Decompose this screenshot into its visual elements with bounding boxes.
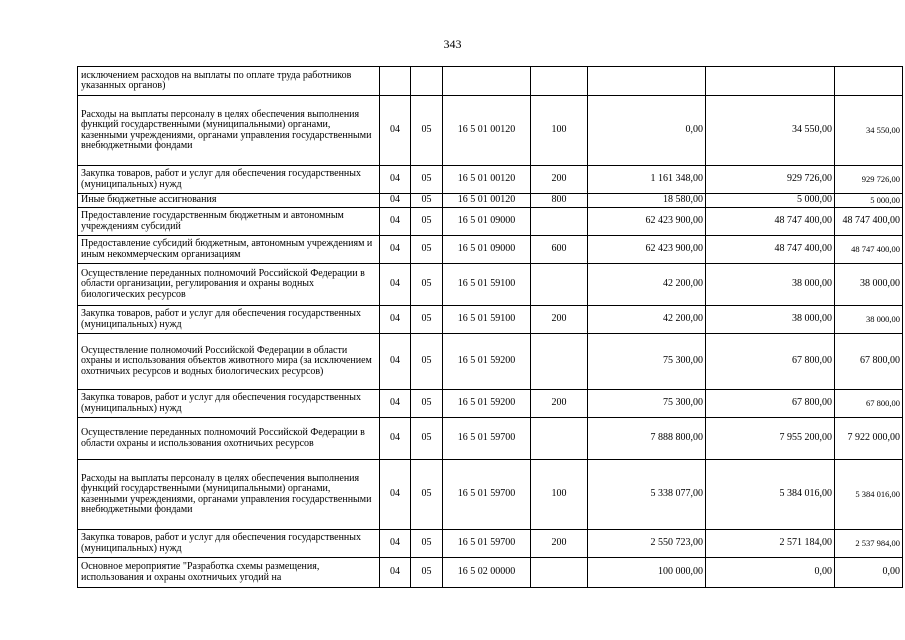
pr-code bbox=[411, 67, 443, 96]
rz-code: 04 bbox=[380, 264, 411, 306]
table-row bbox=[78, 460, 903, 530]
rz-code: 04 bbox=[380, 236, 411, 264]
sum-year-2: 38 000,00 bbox=[706, 306, 835, 334]
vr-code: 600 bbox=[531, 236, 588, 264]
sum-year-1: 62 423 900,00 bbox=[588, 208, 706, 236]
table-row bbox=[78, 194, 903, 208]
table-row bbox=[78, 208, 903, 236]
row-name: Расходы на выплаты персоналу в целях обеспечения выполнения функций государственными (муниципальными) органами, казенными учреждениями, органами управления государственными внебюджетными фондами bbox=[78, 460, 380, 530]
rz-code: 04 bbox=[380, 418, 411, 460]
pr-code: 05 bbox=[411, 236, 443, 264]
table-row bbox=[78, 264, 903, 306]
row-name: Предоставление государственным бюджетным и автономным учреждениям субсидий bbox=[78, 208, 380, 236]
sum-year-1 bbox=[588, 67, 706, 96]
vr-code: 200 bbox=[531, 530, 588, 558]
csr-code: 16 5 01 59700 bbox=[443, 530, 531, 558]
sum-year-3: 929 726,00 bbox=[835, 166, 903, 194]
csr-code: 16 5 01 00120 bbox=[443, 166, 531, 194]
pr-code: 05 bbox=[411, 558, 443, 588]
sum-year-1: 5 338 077,00 bbox=[588, 460, 706, 530]
vr-code: 800 bbox=[531, 194, 588, 208]
sum-year-2: 7 955 200,00 bbox=[706, 418, 835, 460]
sum-year-3: 48 747 400,00 bbox=[835, 208, 903, 236]
sum-year-1: 2 550 723,00 bbox=[588, 530, 706, 558]
rz-code: 04 bbox=[380, 96, 411, 166]
sum-year-2: 48 747 400,00 bbox=[706, 208, 835, 236]
csr-code: 16 5 01 09000 bbox=[443, 208, 531, 236]
sum-year-1: 0,00 bbox=[588, 96, 706, 166]
sum-year-3: 38 000,00 bbox=[835, 306, 903, 334]
sum-year-1: 7 888 800,00 bbox=[588, 418, 706, 460]
vr-code bbox=[531, 558, 588, 588]
sum-year-1: 42 200,00 bbox=[588, 264, 706, 306]
table-row bbox=[78, 558, 903, 588]
table-row bbox=[78, 306, 903, 334]
sum-year-2: 38 000,00 bbox=[706, 264, 835, 306]
csr-code: 16 5 01 09000 bbox=[443, 236, 531, 264]
table-row bbox=[78, 390, 903, 418]
rz-code: 04 bbox=[380, 390, 411, 418]
vr-code: 200 bbox=[531, 166, 588, 194]
csr-code: 16 5 01 59100 bbox=[443, 306, 531, 334]
row-name: Основное мероприятие "Разработка схемы размещения, использования и охраны охотничьих угодий на bbox=[78, 558, 380, 588]
pr-code: 05 bbox=[411, 460, 443, 530]
rz-code: 04 bbox=[380, 460, 411, 530]
vr-code bbox=[531, 334, 588, 390]
row-name: Осуществление полномочий Российской Федерации в области охраны и использования объектов животного мира (за исключением охотничьих ресурсов и водных биологических ресурсов) bbox=[78, 334, 380, 390]
sum-year-3: 34 550,00 bbox=[835, 96, 903, 166]
rz-code: 04 bbox=[380, 558, 411, 588]
sum-year-1: 42 200,00 bbox=[588, 306, 706, 334]
rz-code: 04 bbox=[380, 208, 411, 236]
budget-table bbox=[77, 66, 903, 588]
rz-code bbox=[380, 67, 411, 96]
sum-year-2: 5 000,00 bbox=[706, 194, 835, 208]
vr-code: 100 bbox=[531, 460, 588, 530]
sum-year-3: 67 800,00 bbox=[835, 334, 903, 390]
sum-year-1: 75 300,00 bbox=[588, 390, 706, 418]
csr-code: 16 5 02 00000 bbox=[443, 558, 531, 588]
row-name: Иные бюджетные ассигнования bbox=[78, 194, 380, 208]
table-row bbox=[78, 96, 903, 166]
pr-code: 05 bbox=[411, 390, 443, 418]
rz-code: 04 bbox=[380, 334, 411, 390]
vr-code bbox=[531, 418, 588, 460]
sum-year-3: 38 000,00 bbox=[835, 264, 903, 306]
pr-code: 05 bbox=[411, 96, 443, 166]
rz-code: 04 bbox=[380, 306, 411, 334]
sum-year-2 bbox=[706, 67, 835, 96]
csr-code: 16 5 01 00120 bbox=[443, 96, 531, 166]
row-name: исключением расходов на выплаты по оплате труда работников указанных органов) bbox=[78, 67, 380, 96]
pr-code: 05 bbox=[411, 264, 443, 306]
vr-code: 200 bbox=[531, 390, 588, 418]
pr-code: 05 bbox=[411, 208, 443, 236]
csr-code: 16 5 01 59200 bbox=[443, 334, 531, 390]
sum-year-2: 67 800,00 bbox=[706, 334, 835, 390]
pr-code: 05 bbox=[411, 334, 443, 390]
sum-year-2: 929 726,00 bbox=[706, 166, 835, 194]
vr-code: 200 bbox=[531, 306, 588, 334]
table-row bbox=[78, 67, 903, 96]
row-name: Закупка товаров, работ и услуг для обеспечения государственных (муниципальных) нужд bbox=[78, 306, 380, 334]
sum-year-2: 67 800,00 bbox=[706, 390, 835, 418]
row-name: Закупка товаров, работ и услуг для обеспечения государственных (муниципальных) нужд bbox=[78, 530, 380, 558]
sum-year-2: 48 747 400,00 bbox=[706, 236, 835, 264]
sum-year-2: 2 571 184,00 bbox=[706, 530, 835, 558]
row-name: Закупка товаров, работ и услуг для обеспечения государственных (муниципальных) нужд bbox=[78, 390, 380, 418]
sum-year-3: 2 537 984,00 bbox=[835, 530, 903, 558]
csr-code bbox=[443, 67, 531, 96]
pr-code: 05 bbox=[411, 166, 443, 194]
sum-year-2: 34 550,00 bbox=[706, 96, 835, 166]
sum-year-1: 100 000,00 bbox=[588, 558, 706, 588]
pr-code: 05 bbox=[411, 306, 443, 334]
sum-year-3: 0,00 bbox=[835, 558, 903, 588]
sum-year-3: 7 922 000,00 bbox=[835, 418, 903, 460]
rz-code: 04 bbox=[380, 530, 411, 558]
rz-code: 04 bbox=[380, 194, 411, 208]
sum-year-3: 5 384 016,00 bbox=[835, 460, 903, 530]
csr-code: 16 5 01 59700 bbox=[443, 418, 531, 460]
vr-code: 100 bbox=[531, 96, 588, 166]
row-name: Осуществление переданных полномочий Российской Федерации в области организации, регулирования и охраны водных биологических ресурсов bbox=[78, 264, 380, 306]
table-row bbox=[78, 530, 903, 558]
row-name: Предоставление субсидий бюджетным, автономным учреждениям и иным некоммерческим организациям bbox=[78, 236, 380, 264]
sum-year-1: 1 161 348,00 bbox=[588, 166, 706, 194]
vr-code bbox=[531, 67, 588, 96]
sum-year-1: 18 580,00 bbox=[588, 194, 706, 208]
csr-code: 16 5 01 59100 bbox=[443, 264, 531, 306]
csr-code: 16 5 01 59700 bbox=[443, 460, 531, 530]
row-name: Осуществление переданных полномочий Российской Федерации в области охраны и использования охотничьих ресурсов bbox=[78, 418, 380, 460]
pr-code: 05 bbox=[411, 418, 443, 460]
sum-year-2: 0,00 bbox=[706, 558, 835, 588]
table-row bbox=[78, 236, 903, 264]
sum-year-3: 48 747 400,00 bbox=[835, 236, 903, 264]
row-name: Расходы на выплаты персоналу в целях обеспечения выполнения функций государственными (муниципальными) органами, казенными учреждениями, органами управления государственными внебюджетными фондами bbox=[78, 96, 380, 166]
sum-year-1: 75 300,00 bbox=[588, 334, 706, 390]
table-row bbox=[78, 418, 903, 460]
pr-code: 05 bbox=[411, 194, 443, 208]
sum-year-3: 5 000,00 bbox=[835, 194, 903, 208]
vr-code bbox=[531, 208, 588, 236]
row-name: Закупка товаров, работ и услуг для обеспечения государственных (муниципальных) нужд bbox=[78, 166, 380, 194]
table-row bbox=[78, 334, 903, 390]
rz-code: 04 bbox=[380, 166, 411, 194]
csr-code: 16 5 01 00120 bbox=[443, 194, 531, 208]
sum-year-3: 67 800,00 bbox=[835, 390, 903, 418]
vr-code bbox=[531, 264, 588, 306]
table-row bbox=[78, 166, 903, 194]
page-number: 343 bbox=[443, 37, 462, 51]
pr-code: 05 bbox=[411, 530, 443, 558]
sum-year-1: 62 423 900,00 bbox=[588, 236, 706, 264]
csr-code: 16 5 01 59200 bbox=[443, 390, 531, 418]
sum-year-3 bbox=[835, 67, 903, 96]
sum-year-2: 5 384 016,00 bbox=[706, 460, 835, 530]
